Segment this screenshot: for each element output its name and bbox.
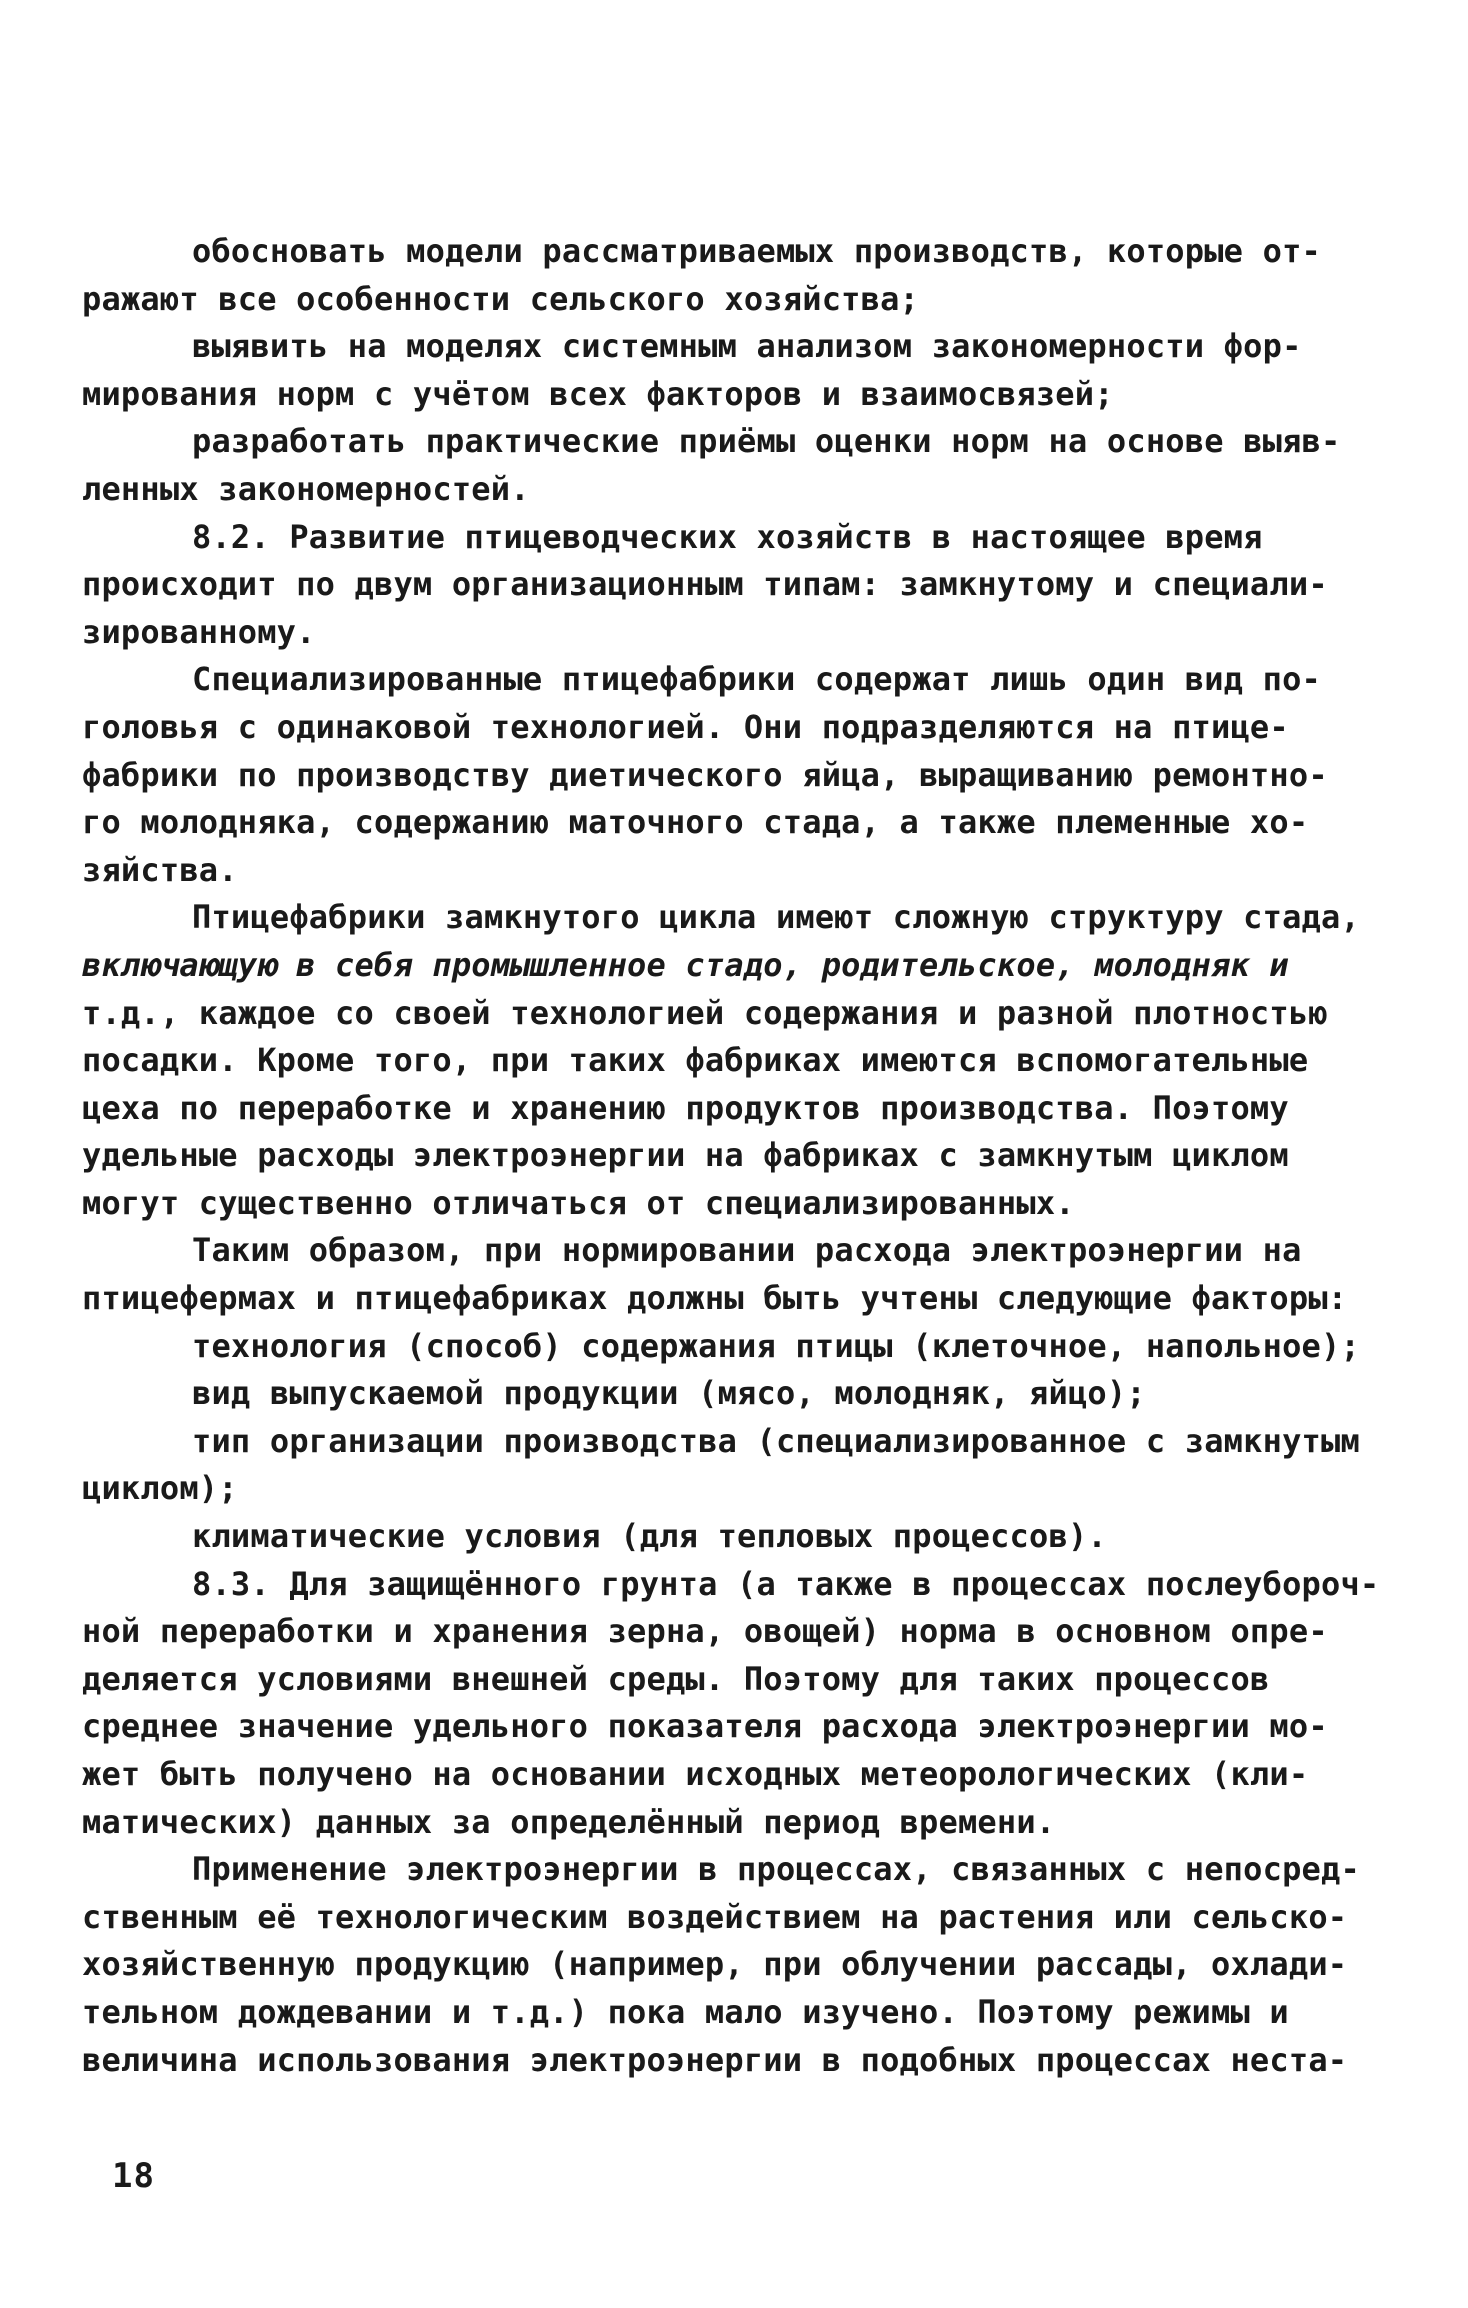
text-line: посадки. Кроме того, при таких фабриках имеются вспомогательные [82, 1041, 1309, 1080]
text-line: ной переработки и хранения зерна, овощей) норма в основном опре- [82, 1612, 1328, 1651]
text-line: Специализированные птицефабрики содержат лишь один вид по- [192, 660, 1322, 699]
text-line: мирования норм с учётом всех факторов и взаимосвязей; [82, 374, 1114, 413]
text-line: Применение электроэнергии в процессах, связанных с непосред- [192, 1850, 1360, 1889]
text-line: разработать практические приёмы оценки норм на основе выяв- [192, 422, 1341, 461]
text-line: климатические условия (для тепловых процессов). [192, 1517, 1107, 1556]
text-line: могут существенно отличаться от специализированных. [82, 1183, 1075, 1222]
text-line: 8.2. Развитие птицеводческих хозяйств в настоящее время [192, 517, 1263, 556]
text-line: обосновать модели рассматриваемых производств, которые от- [192, 232, 1322, 270]
text-line: вид выпускаемой продукции (мясо, молодняк, яйцо); [192, 1374, 1146, 1413]
text-line: технология (способ) содержания птицы (клеточное, напольное); [192, 1326, 1360, 1365]
text-line: ражают все особенности сельского хозяйства; [82, 279, 920, 318]
text-line: ленных закономерностей. [82, 469, 530, 508]
text-line: зированному. [82, 612, 316, 651]
text-line: выявить на моделях системным анализом закономерности фор- [192, 327, 1302, 366]
text-line: цеха по переработке и хранению продуктов производства. Поэтому [82, 1088, 1289, 1127]
text-line: деляется условиями внешней среды. Поэтому для таких процессов [82, 1659, 1270, 1698]
text-line: 8.3. Для защищённого грунта (а также в процессах послеубороч- [192, 1564, 1380, 1603]
text-line: тельном дождевании и т.д.) пока мало изучено. Поэтому режимы и [82, 1992, 1289, 2031]
text-line: Таким образом, при нормировании расхода электроэнергии на [192, 1231, 1302, 1270]
text-line: Птицефабрики замкнутого цикла имеют сложную структуру стада, [192, 898, 1360, 937]
text-line: хозяйственную продукцию (например, при облучении рассады, охлади- [82, 1945, 1348, 1984]
text-line: среднее значение удельного показателя расхода электроэнергии мо- [82, 1707, 1328, 1746]
text-line: матических) данных за определённый период времени. [82, 1802, 1056, 1841]
text-line: происходит по двум организационным типам: замкнутому и специали- [82, 565, 1328, 604]
text-line: т.д., каждое со своей технологией содержания и разной плотностью [82, 993, 1328, 1032]
text-line: головья с одинаковой технологией. Они подразделяются на птице- [82, 707, 1289, 746]
text-line: зяйства. [82, 850, 238, 889]
text-line: удельные расходы электроэнергии на фабриках с замкнутым циклом [82, 1136, 1289, 1175]
text-line: величина использования электроэнергии в подобных процессах неста- [82, 2040, 1348, 2079]
text-line: ственным её технологическим воздействием на растения или сельско- [82, 1897, 1348, 1936]
text-line: го молодняка, содержанию маточного стада, а также племенные хо- [82, 803, 1309, 842]
text-line: включающую в себя промышленное стадо, родительское, молодняк и [82, 945, 1289, 984]
text-line: циклом); [82, 1469, 238, 1508]
text-line: жет быть получено на основании исходных метеорологических (кли- [82, 1755, 1309, 1793]
text-line: тип организации производства (специализированное с замкнутым [192, 1421, 1360, 1460]
page-number: 18 [112, 2156, 155, 2196]
body-text [82, 228, 1402, 2084]
text-line: фабрики по производству диетического яйца, выращиванию ремонтно- [82, 755, 1328, 794]
text-line: птицефермах и птицефабриках должны быть учтены следующие факторы: [82, 1279, 1348, 1318]
